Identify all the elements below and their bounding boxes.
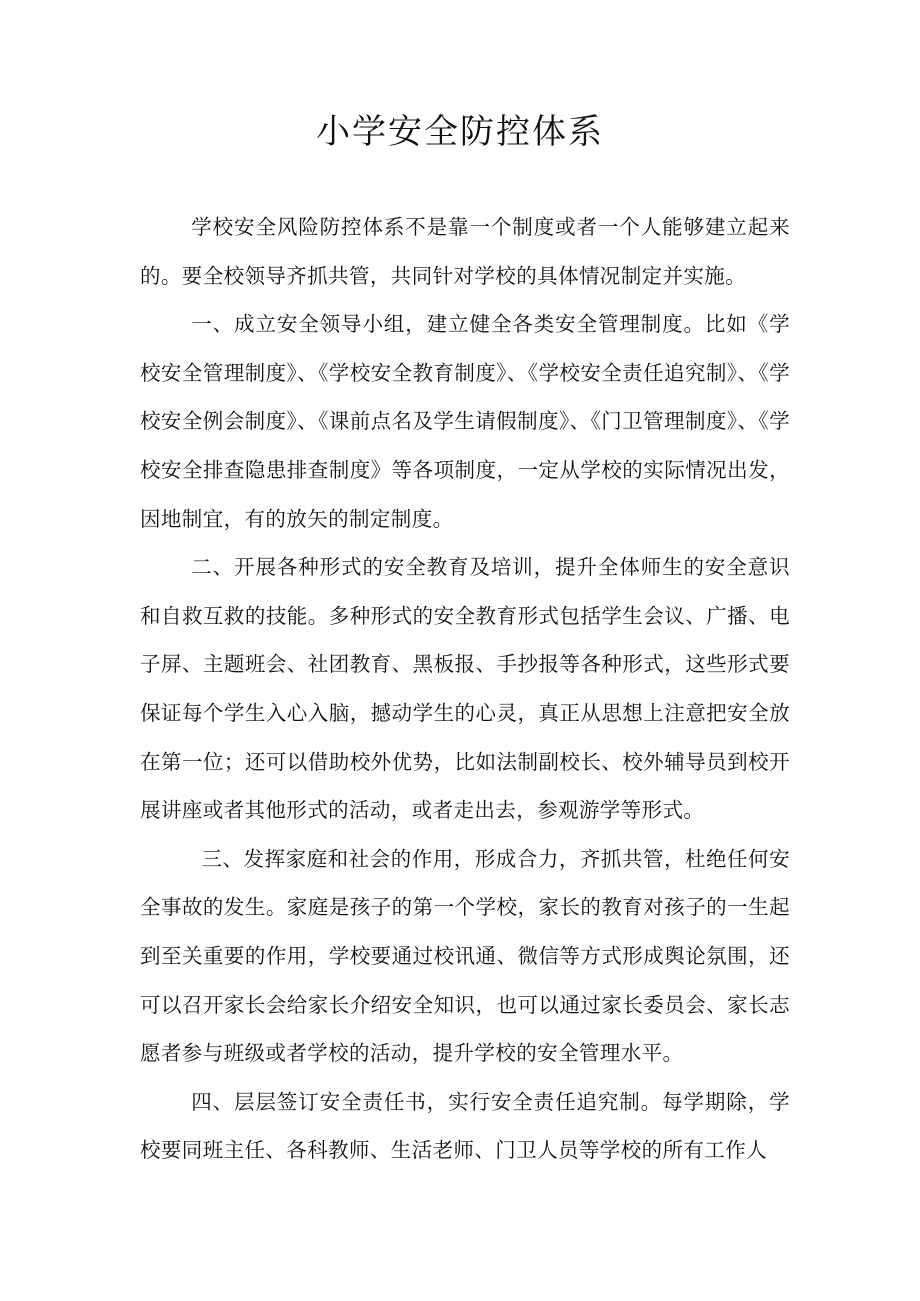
paragraph-section-3: 三、发挥家庭和社会的作用，形成合力，齐抓共管，杜绝任何安全事故的发生。家庭是孩子的第一个学校，家长的教育对孩子的一生起到至关重要的作用，学校要通过校讯通、微信等方式形成舆论氛围，还可以召开家长会给家长介绍安全知识，也可以通过家长委员会、家长志愿者参与班级或者学校的活动，提升学校的安全管理水平。	[140, 846, 790, 1066]
paragraph-section-2: 二、开展各种形式的安全教育及培训，提升全体师生的安全意识和自救互救的技能。多种形式的安全教育形式包括学生会议、广播、电子屏、主题班会、社团教育、黑板报、手抄报等各种形式，这些形式要保证每个学生入心入脑，撼动学生的心灵，真正从思想上注意把安全放在第一位；还可以借助校外优势，比如法制副校长、校外辅导员到校开展讲座或者其他形式的活动，或者走出去，参观游学等形式。	[140, 555, 790, 823]
paragraph-section-4: 四、层层签订安全责任书，实行安全责任追究制。每学期除，学校要同班主任、各科教师、生活老师、门卫人员等学校的所有工作人	[140, 1089, 790, 1163]
document-body	[140, 203, 790, 1175]
paragraph-section-1: 一、成立安全领导小组，建立健全各类安全管理制度。比如《学校安全管理制度》、《学校安全教育制度》、《学校安全责任追究制》、《学校安全例会制度》、《课前点名及学生请假制度》、《门卫管理制度》、《学校安全排查隐患排查制度》等各项制度，一定从学校的实际情况出发，因地制宜，有的放矢的制定制度。	[140, 312, 790, 531]
document-title: 小学安全防控体系	[316, 112, 604, 152]
paragraph-intro: 学校安全风险防控体系不是靠一个制度或者一个人能够建立起来的。要全校领导齐抓共管，共同针对学校的具体情况制定并实施。	[140, 215, 790, 288]
